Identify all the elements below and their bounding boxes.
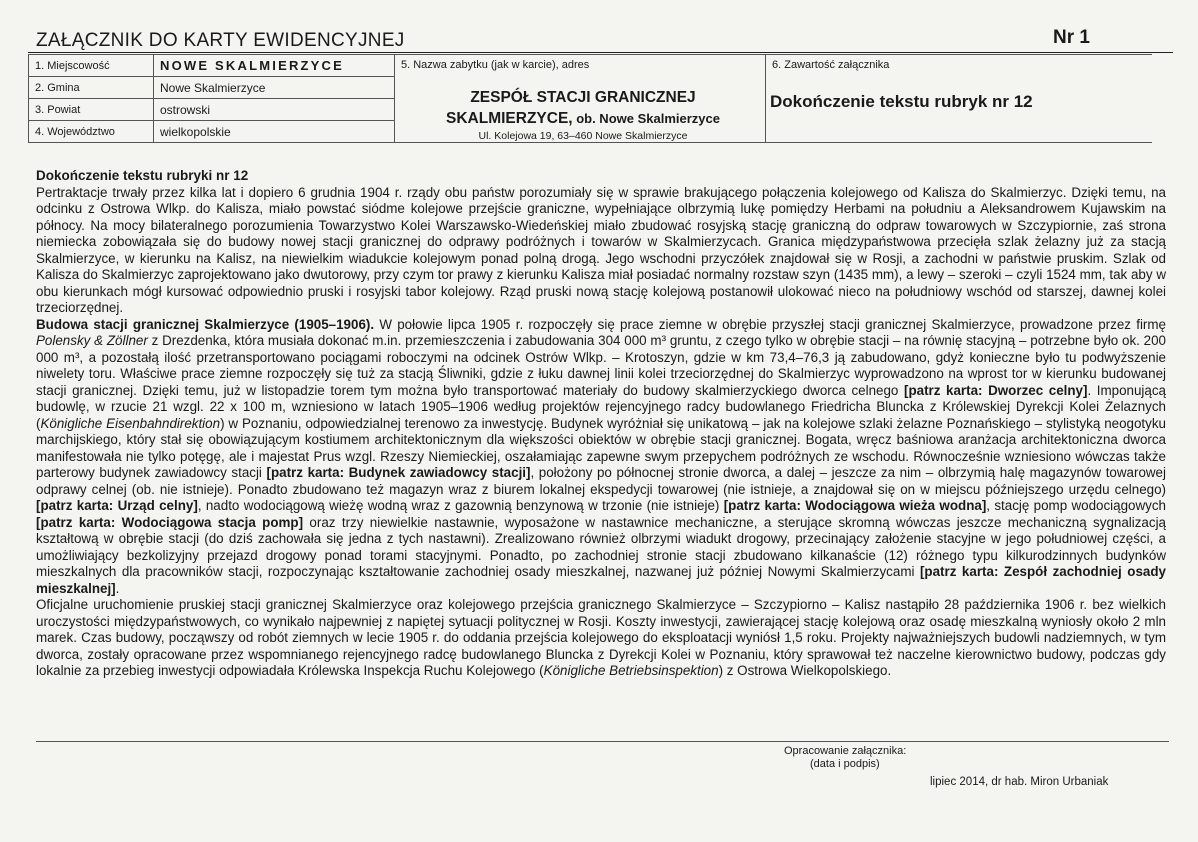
- gmina-value: Nowe Skalmierzyce: [154, 77, 395, 99]
- footer-prepared-label: Opracowanie załącznika:: [784, 745, 907, 757]
- gmina-label: 2. Gmina: [29, 77, 154, 99]
- german-term: Königliche Eisenbahndirektion: [40, 415, 221, 431]
- powiat-label: 3. Powiat: [29, 99, 154, 121]
- paragraph-2: [36, 317, 1166, 598]
- footer-author: lipiec 2014, dr hab. Miron Urbaniak: [930, 776, 1109, 788]
- page-title: ZAŁĄCZNIK DO KARTY EWIDENCYJNEJ: [36, 30, 405, 51]
- paragraph-2-heading: Budowa stacji granicznej Skalmierzyce (1905–1906).: [36, 316, 375, 332]
- paragraph-2-text: , stację pomp wodociągowych: [986, 498, 1166, 513]
- miejscowosc-label: 1. Miejscowość: [29, 55, 154, 77]
- monument-name-sub: ob. Nowe Skalmierzyce: [572, 111, 720, 126]
- card-ref-zawiadowca: [patrz karta: Budynek zawiadowcy stacji]: [266, 465, 531, 480]
- attachment-number: Nr 1: [1053, 27, 1090, 48]
- monument-address: Ul. Kolejowa 19, 63–460 Nowe Skalmierzyce: [478, 130, 688, 142]
- card-ref-wieza: [patrz karta: Wodociągowa wieża wodna]: [723, 498, 987, 513]
- paragraph-2-text: z Drezdenka, która musiała dokonać m.in. przemieszczenia i zabudowania 304 000 m³ gruntu, z czego tylko w obrębie stacji – na równię stacyjną – potrzebne było ok. 200 000 m³, a pozostałą ilość przetransportowano pociągami roboczymi na odcinek Ostrów Wlkp. – Krotoszyn, gdzie w km 73,4–76,3 ją zabudowano, gdyż konieczne było tu podwyższenie niwelety toru. Właściwe prace ziemne rozpoczęły się tuż za stacją Śliwniki, gdzie z łuku dawnej linii kolei trzeciorzędnej do Skalmierzyc wyprowadzono na wprost tor w kierunku budowanej stacji granicznej. Dzięki temu, już w listopadzie torem tym można było transportować materiały do budowy skalmierzyckiego dworca celnego: [36, 333, 1166, 398]
- footer-divider: [36, 741, 1169, 742]
- contents-label: 6. Zawartość załącznika: [772, 59, 890, 71]
- paragraph-2-text: oraz trzy niewielkie nastawnie, wyposażone w nastawnice mechaniczne, a sterujące skromną wówczas jeszcze mechaniczną sygnalizacją kształtową w obrębie stacji (do dziś zachowała się jedna z tych nastawni). Zrealizowano również olbrzymi wiadukt drogowy, przecinający założenie stacyjne w jego południowej części, a umożliwiający bezkolizyjny przejazd drogowy ponad torami stacyjnymi. Ponadto, po zachodniej stronie stacji zbudowano kilkanaście (12) różnego typu kilkurodzinnych budynków mieszkalnych dla pracowników stacji, rozpoczynając kształtowanie zachodniej osady mieszkalnej, nazwanej już później Nowymi Skalmierzycami: [36, 514, 1166, 579]
- body-text: [36, 168, 1166, 680]
- header-table: [28, 54, 1152, 143]
- footer-date-signature-label: (data i podpis): [810, 758, 880, 770]
- paragraph-1: Pertraktacje trwały przez kilka lat i dopiero 6 grudnia 1904 r. rządy obu państw porozumiały się w sprawie brakującego połączenia kolejowego od Kalisza do Skalmierzyc. Dzięki temu, na odcinku z Ostrowa Wlkp. do Kalisza, miało powstać siódme kolejowe przejście graniczne, wypełniające olbrzymią lukę pomiędzy Herbami na południu a Aleksandrowem Kujawskim na północy. Na mocy bilateralnego porozumienia Towarzystwo Kolei Warszawsko-Wiedeńskiej miało zbudować rosyjską stację graniczną do odpraw towarowych w Szczypiornie, zaś strona niemiecka zobowiązała się do budowy nowej stacji granicznej do odprawy podróżnych i towarów w Skalmierzycach. Granica międzypaństwowa przecięła szlak żelazny już za stacją Skalmierzyce, w kierunku na Kalisz, na niewielkim wiadukcie kolejowym ponad polną drogą. Jego wschodni przyczółek znajdował się w Rosji, a zachodni w państwie pruskim. Szlak od Kalisza do Skalmierzyc zaprojektowano jako dwutorowy, przy czym tor prawy z kierunku Kalisza miał posiadać normalny rozstaw szyn (1435 mm), a lewy – szeroki – czyli 1524 mm, tak aby w obu kierunkach mógł kursować odpowiednio pruski i rosyjski tabor kolejowy. Rząd pruski nową stację kolejową postanowił ulokować nieco na południowy wschód od starszej, dawnej kolei trzeciorzędnej.: [36, 184, 1166, 315]
- paragraph-2-text: .: [115, 580, 120, 596]
- german-term: Königliche Betriebsinspektion: [543, 663, 719, 678]
- firm-name: Polensky & Zöllner: [36, 333, 148, 348]
- monument-name-cell: [395, 55, 766, 143]
- card-ref-urzad: [patrz karta: Urząd celny]: [36, 498, 198, 513]
- paragraph-3: [36, 597, 1166, 680]
- miejscowosc-value: NOWE SKALMIERZYCE: [154, 55, 395, 77]
- paragraph-3-text: Oficjalne uruchomienie pruskiej stacji granicznej Skalmierzyce oraz kolejowego przejścia granicznego Skalmierzyce – Szczypiorno – Kalisz nastąpiło 28 października 1906 r. bez wielkich uroczystości międzypaństwowych, co wynikało najpewniej z napiętej sytuacji politycznej w Rosji. Koszty inwestycji, zawierającej stację kolejową oraz osadę mieszkalną wyniosły około 2 mln marek. Czas budowy, począwszy od robót ziemnych w lecie 1905 r. do oddania przejścia kolejowego do eksploatacji wyniósł 1,5 roku. Projekty najważniejszych budowli nadziemnych, w tym dworca, zostały opracowane przez wspomnianego rejencyjnego radcę budowlanego Bluncka z Dyrekcji Kolei w Poznaniu, który sprawował też naczelne kierownictwo budowy, podczas gdy lokalnie za przebieg inwestycji odpowiadała Królewska Inspekcja Ruchu Kolejowego (: [36, 597, 1166, 678]
- card-ref-stacja-pomp: [patrz karta: Wodociągowa stacja pomp]: [36, 514, 304, 530]
- section-heading: Dokończenie tekstu rubryki nr 12: [36, 168, 249, 183]
- monument-name-line2: [401, 108, 765, 129]
- card-ref-osada: [patrz karta: Zespół zachodniej osady mieszkalnej]: [36, 564, 1166, 596]
- paragraph-2-text: , położony po północnej stronie dworca, a dalej – jeszcze za nim – olbrzymią halę magazynów towarowej odprawy celnej (ob. nie istnieje). Ponadto zbudowano też magazyn wraz z biurem lokalnej ekspedycji towarowej (nie istnieje, a znajdował się on w miejscu późniejszego urzędu celnego): [36, 465, 1166, 497]
- monument-name: [401, 87, 765, 129]
- paragraph-2-text: . Imponującą budowlę, w rzucie 21 wzgl. 22 x 100 m, wzniesiono w latach 1905–1906 według projektów rejencyjnego radcy budowlanego Friedricha Bluncka z Królewskiej Dyrekcji Kolei Żelaznych (: [36, 382, 1166, 431]
- monument-name-main: SKALMIERZYCE,: [446, 110, 573, 127]
- wojewodztwo-label: 4. Województwo: [29, 121, 154, 143]
- paragraph-2-text: , nadto wodociągową wieżę wodną wraz z gazownią benzynową w trzonie (nie istnieje): [197, 498, 724, 513]
- contents-cell: [766, 55, 1153, 143]
- contents-value: Dokończenie tekstu rubryk nr 12: [770, 92, 1033, 111]
- card-ref-dworzec: [patrz karta: Dworzec celny]: [903, 382, 1088, 398]
- paragraph-3-text: ) z Ostrowa Wielkopolskiego.: [718, 663, 892, 678]
- wojewodztwo-value: wielkopolskie: [154, 121, 395, 143]
- powiat-value: ostrowski: [154, 99, 395, 121]
- monument-name-line1: ZESPÓŁ STACJI GRANICZNEJ: [470, 89, 696, 106]
- paragraph-2-text: ) w Poznaniu, odpowiedzialnej terenowo za inwestycję. Budynek wyróżniał się unikatową – jak na kolejowe szlaki żelazne Poznańskiego – stylistyką neogotyku marchijskiego, który stał się obowiązującym kostiumem architektonicznym dla większości obiektów w obrębie stacji granicznej. Bogata, wręcz baśniowa aranżacja architektoniczna dworca manifestowała nie tylko potęgę, ale i majestat Prus wzgl. Rzeszy Niemieckiej, oszałamiając zapewne swym przepychem podróżnych ze wschodu. Równocześnie wzniesiono wówczas także parterowy budynek zawiadowcy stacji: [36, 415, 1166, 480]
- monument-name-label: 5. Nazwa zabytku (jak w karcie), adres: [401, 59, 590, 71]
- title-divider: [28, 52, 1173, 53]
- paragraph-2-text: W połowie lipca 1905 r. rozpoczęły się prace ziemne w obrębie przyszłej stacji granicznej Skalmierzyce, prowadzone przez firmę: [374, 316, 1166, 332]
